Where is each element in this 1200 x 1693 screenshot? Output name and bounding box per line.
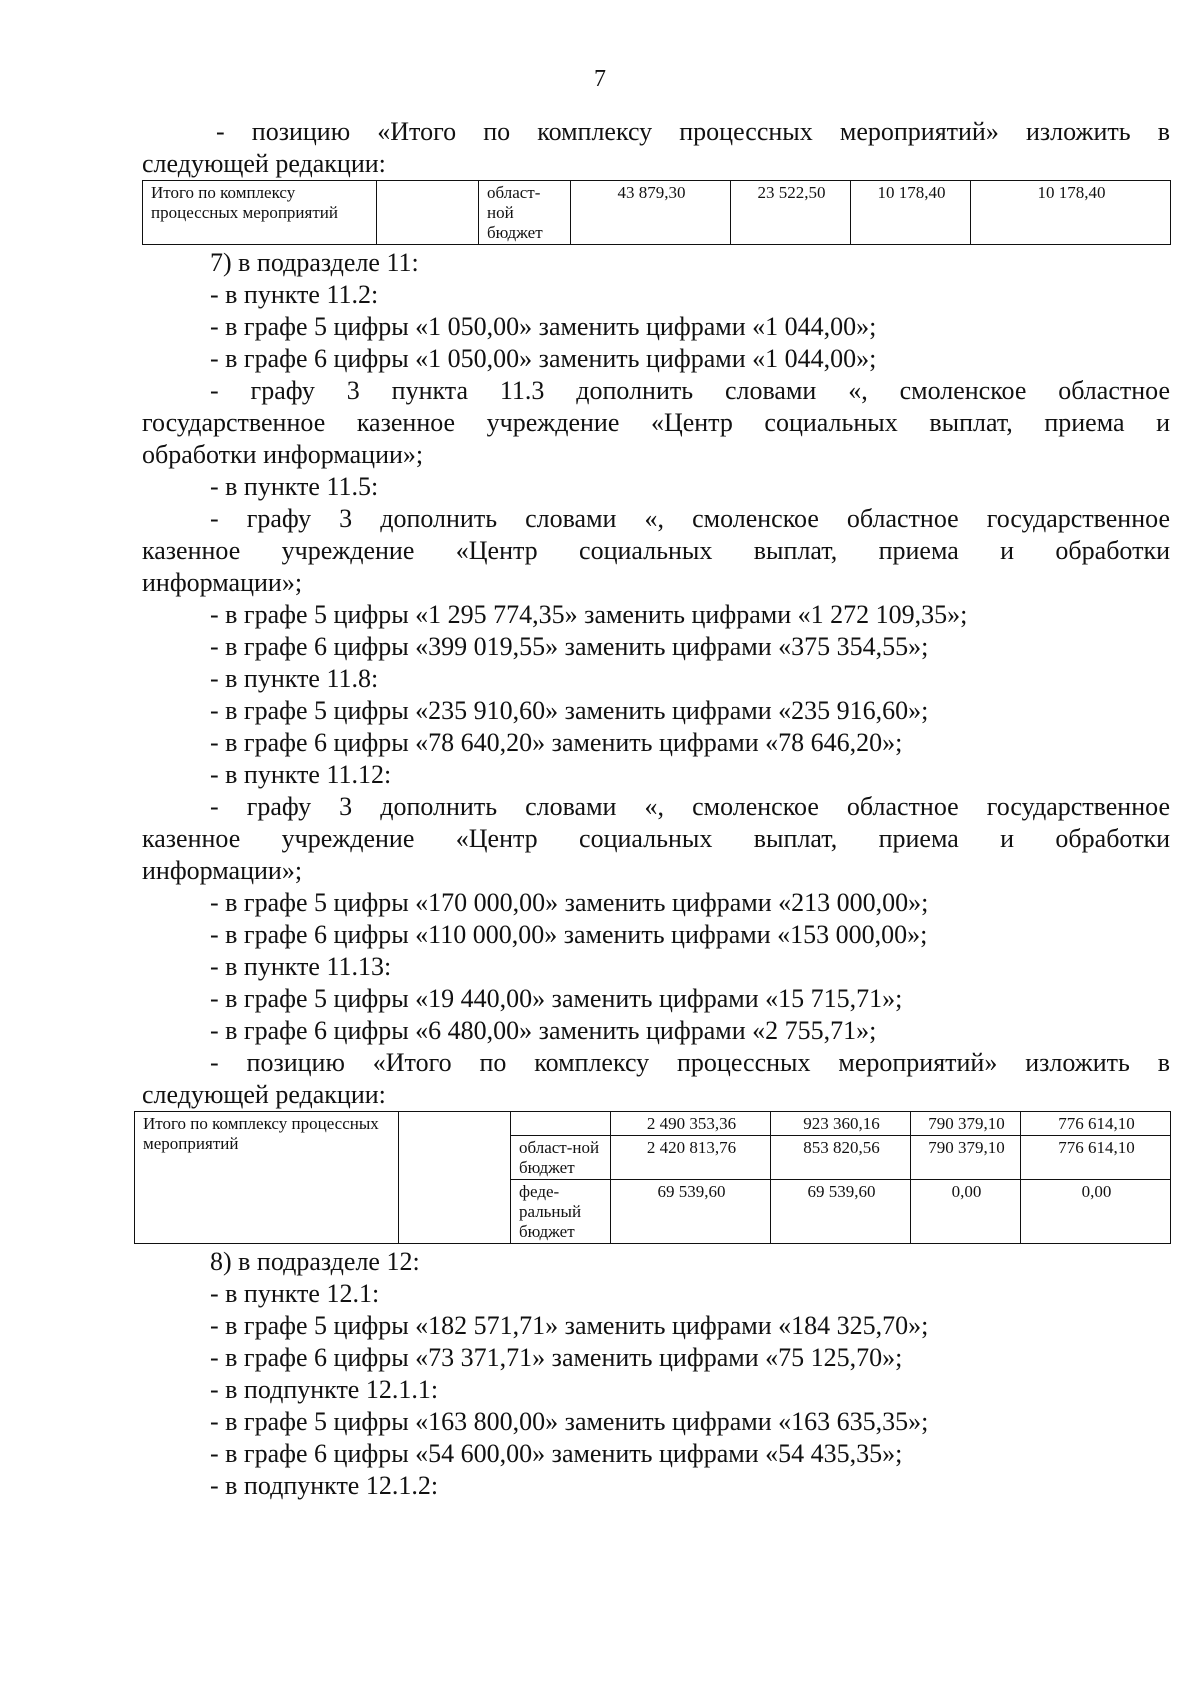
list-item-cont: информации»; xyxy=(142,856,303,885)
list-item: - в пункте 11.8: xyxy=(210,664,379,693)
list-item: - в пункте 11.5: xyxy=(210,472,379,501)
table-cell-value: 2 490 353,36 xyxy=(611,1112,771,1136)
page-number: 7 xyxy=(594,66,606,92)
table-cell-value: 776 614,10 xyxy=(1021,1136,1171,1180)
list-item: - в графе 5 цифры «19 440,00» заменить цифрами «15 715,71»; xyxy=(210,984,903,1013)
table-cell-label: Итого по комплексу процессных мероприятий xyxy=(143,181,377,245)
list-item-cont: казенное учреждение «Центр социальных выплат, приема и обработки xyxy=(142,536,1170,565)
list-item: - в пункте 12.1: xyxy=(210,1279,380,1308)
paragraph-intro-cont: следующей редакции: xyxy=(142,149,386,178)
list-item-cont: следующей редакции: xyxy=(142,1080,386,1109)
table-cell-value: 10 178,40 xyxy=(971,181,1171,245)
list-item: - графу 3 дополнить словами «, смоленское областное государственное xyxy=(210,504,1170,533)
list-item: - в графе 5 цифры «182 571,71» заменить цифрами «184 325,70»; xyxy=(210,1311,929,1340)
totals-table-2 xyxy=(134,1111,1171,1244)
table-cell-empty xyxy=(399,1112,511,1244)
table-cell-value: 10 178,40 xyxy=(851,181,971,245)
list-item: - в пункте 11.2: xyxy=(210,280,379,309)
list-item: - в графе 6 цифры «54 600,00» заменить цифрами «54 435,35»; xyxy=(210,1439,903,1468)
list-item-cont: обработки информации»; xyxy=(142,440,424,469)
list-item: - в пункте 11.12: xyxy=(210,760,392,789)
list-item: - в пункте 11.13: xyxy=(210,952,392,981)
section-7-heading: 7) в подразделе 11: xyxy=(210,248,419,277)
list-item-cont: казенное учреждение «Центр социальных выплат, приема и обработки xyxy=(142,824,1170,853)
table-cell-value: 790 379,10 xyxy=(911,1136,1021,1180)
list-item: - в графе 6 цифры «1 050,00» заменить цифрами «1 044,00»; xyxy=(210,344,877,373)
list-item-cont: информации»; xyxy=(142,568,303,597)
table-cell-value: 0,00 xyxy=(911,1180,1021,1244)
table-cell-value: 790 379,10 xyxy=(911,1112,1021,1136)
paragraph-intro: - позицию «Итого по комплексу процессных мероприятий» изложить в xyxy=(216,117,1170,146)
table-cell-value: 0,00 xyxy=(1021,1180,1171,1244)
list-item: - в графе 6 цифры «399 019,55» заменить цифрами «375 354,55»; xyxy=(210,632,929,661)
table-cell-value: 923 360,16 xyxy=(771,1112,911,1136)
list-item: - в подпункте 12.1.2: xyxy=(210,1471,439,1500)
list-item: - в графе 5 цифры «163 800,00» заменить цифрами «163 635,35»; xyxy=(210,1407,929,1436)
list-item: - в графе 5 цифры «1 050,00» заменить цифрами «1 044,00»; xyxy=(210,312,877,341)
list-item: - позицию «Итого по комплексу процессных мероприятий» изложить в xyxy=(210,1048,1170,1077)
list-item: - в графе 6 цифры «110 000,00» заменить цифрами «153 000,00»; xyxy=(210,920,928,949)
list-item: - в графе 5 цифры «1 295 774,35» заменить цифрами «1 272 109,35»; xyxy=(210,600,968,629)
list-item: - в подпункте 12.1.1: xyxy=(210,1375,439,1404)
table-cell-source: област-ной бюджет xyxy=(479,181,571,245)
table-cell-value: 69 539,60 xyxy=(771,1180,911,1244)
list-item: - графу 3 дополнить словами «, смоленское областное государственное xyxy=(210,792,1170,821)
list-item: - в графе 5 цифры «235 910,60» заменить цифрами «235 916,60»; xyxy=(210,696,929,725)
table-cell-value: 69 539,60 xyxy=(611,1180,771,1244)
totals-table-1 xyxy=(142,180,1171,245)
table-row xyxy=(143,181,1171,245)
list-item: - в графе 5 цифры «170 000,00» заменить цифрами «213 000,00»; xyxy=(210,888,929,917)
table-cell-source: област-ной бюджет xyxy=(511,1136,611,1180)
table-cell-empty xyxy=(377,181,479,245)
list-item: - в графе 6 цифры «78 640,20» заменить цифрами «78 646,20»; xyxy=(210,728,903,757)
table-cell-label: Итого по комплексу процессных мероприятий xyxy=(135,1112,399,1244)
section-8-heading: 8) в подразделе 12: xyxy=(210,1247,420,1276)
table-cell-source xyxy=(511,1112,611,1136)
table-cell-value: 776 614,10 xyxy=(1021,1112,1171,1136)
list-item-cont: государственное казенное учреждение «Центр социальных выплат, приема и xyxy=(142,408,1170,437)
table-cell-value: 2 420 813,76 xyxy=(611,1136,771,1180)
document-body xyxy=(142,116,1170,1502)
table-cell-value: 23 522,50 xyxy=(731,181,851,245)
table-cell-value: 853 820,56 xyxy=(771,1136,911,1180)
table-row xyxy=(135,1112,1171,1136)
list-item: - графу 3 пункта 11.3 дополнить словами «, смоленское областное xyxy=(210,376,1170,405)
table-cell-value: 43 879,30 xyxy=(571,181,731,245)
list-item: - в графе 6 цифры «73 371,71» заменить цифрами «75 125,70»; xyxy=(210,1343,903,1372)
list-item: - в графе 6 цифры «6 480,00» заменить цифрами «2 755,71»; xyxy=(210,1016,877,1045)
table-cell-source: феде-ральный бюджет xyxy=(511,1180,611,1244)
